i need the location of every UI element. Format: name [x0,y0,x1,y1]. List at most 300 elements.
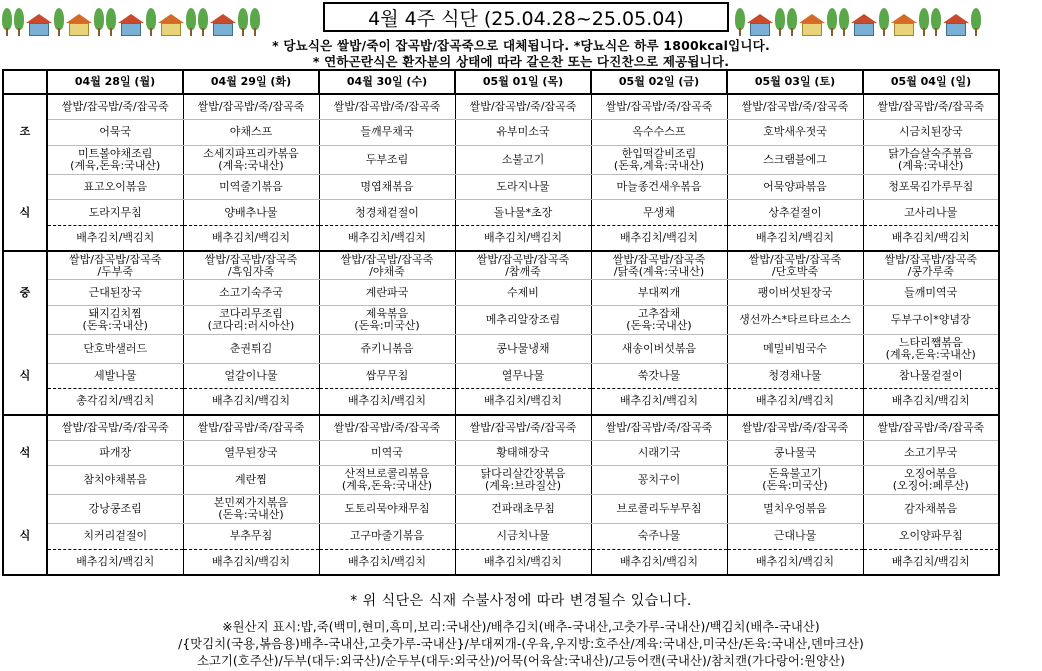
menu-item-text: 쌀밥/잡곡밥/잡곡죽 [69,252,162,266]
menu-item-text: 마늘종건새우볶음 [616,179,702,193]
menu-item-text: (계육:국내산) [218,158,284,172]
menu-cell [455,251,591,280]
menu-item-text: 표고오이볶음 [83,179,148,193]
menu-item-text: 쌀밥/잡곡밥/죽/잡곡죽 [61,100,169,114]
menu-cell [455,200,591,226]
house-icon [851,14,877,36]
menu-item-text: (계육,돈육:국내산) [341,479,433,493]
menu-cell [183,495,319,524]
meal-label [3,389,47,415]
menu-row [3,280,999,306]
menu-item-text: 세발나물 [93,369,137,383]
tree-icon [735,8,745,36]
origin-line: ※원산지 표시:밥,죽(백미,현미,흑미,보리:국내산)/배추김치(배추-국내산,고춧가루-국내산)/백김치(배추-국내산) [222,620,820,634]
menu-cell [183,389,319,415]
tree-icon [931,8,941,36]
menu-item-text: 쌀밥/잡곡밥/죽/잡곡죽 [605,420,713,434]
menu-item-text: 들깨무채국 [360,125,414,139]
menu-item-text: 소고기무국 [904,446,958,460]
menu-item-text: 쌀밥/잡곡밥/죽/잡곡죽 [741,420,849,434]
meal-label [3,415,47,441]
menu-item-text: 두부구이*양념장 [890,312,971,326]
menu-cell [591,389,727,415]
menu-item-text: 호박새우젓국 [763,125,827,139]
menu-item-text: (코다리:러시아산) [207,318,295,332]
meal-label [3,225,47,251]
menu-item-text: 계란찜 [235,473,267,487]
menu-cell [183,200,319,226]
menu-item-text: 소고기숙주국 [219,285,283,299]
menu-cell [863,495,999,524]
menu-item-text: 쌀밥/잡곡밥/죽/잡곡죽 [877,100,985,114]
menu-cell [591,174,727,200]
menu-item-text: 열무된장국 [224,446,278,460]
menu-item-text: 양배추나물 [224,205,278,219]
menu-item-text: 미역국 [371,446,403,460]
menu-item-text: 오이양파무침 [898,529,963,543]
day-header: 04월 28일 (월) [47,70,183,94]
menu-cell [319,94,455,120]
menu-cell [863,363,999,389]
menu-cell [863,334,999,363]
menu-item-text: 도토리묵야채무침 [344,502,430,516]
tree-icon [879,8,889,36]
menu-item-text: 닭다리살간장볶음 [480,467,566,481]
menu-item-text: 어묵양파볶음 [763,179,827,193]
menu-item-text: 배추김치/백김치 [619,230,699,244]
menu-item-text: 쌀밥/잡곡밥/죽/잡곡죽 [605,100,713,114]
menu-item-text: 쌀밥/잡곡밥/잡곡죽 [476,252,570,266]
menu-item-text: 쌀밥/잡곡밥/잡곡죽 [748,252,842,266]
menu-item-text: 닭가슴살숙주볶음 [888,146,974,160]
menu-item-text: 콩나물냉채 [496,341,550,355]
menu-item-text: 오징어볶음 [904,467,958,481]
menu-item-text: 배추김치/백김치 [347,554,427,568]
menu-cell [727,334,863,363]
tree-icon [238,8,248,36]
menu-cell [47,495,183,524]
menu-item-text: 느타리쨈볶음 [898,335,963,349]
menu-row [3,495,999,524]
menu-cell [863,549,999,575]
menu-row [3,440,999,466]
menu-item-text: 들깨미역국 [904,285,958,299]
menu-row [3,145,999,174]
menu-item-text: /콩가루죽 [907,264,954,278]
menu-cell [319,145,455,174]
house-icon [747,14,773,36]
menu-item-text: 쌀밥/잡곡밥/죽/잡곡죽 [61,420,169,434]
menu-cell [591,251,727,280]
menu-cell [319,415,455,441]
menu-item-text: 도라지나물 [496,179,550,193]
menu-item-text: 새송이버섯볶음 [621,341,697,355]
menu-item-text: /참깨죽 [505,264,541,278]
menu-item-text: (돈육:국내산) [82,318,148,332]
tree-icon [971,8,981,36]
menu-cell [863,94,999,120]
menu-cell [455,524,591,550]
meal-label [3,251,47,280]
menu-row [3,415,999,441]
menu-cell [591,363,727,389]
menu-body [3,94,999,575]
menu-item-text: 배추김치/백김치 [755,394,835,408]
menu-cell [591,200,727,226]
menu-cell [319,174,455,200]
menu-item-text: 어묵국 [99,125,132,139]
menu-cell [455,415,591,441]
menu-cell [455,94,591,120]
menu-item-text: (계육,돈육:국내산) [885,347,976,361]
menu-cell [47,524,183,550]
menu-cell [455,306,591,335]
menu-cell [319,524,455,550]
tree-icon [106,8,116,36]
menu-item-text: 근대된장국 [88,285,142,299]
menu-cell [863,389,999,415]
tree-icon [250,8,260,36]
menu-item-text: 배추김치/백김치 [619,554,699,568]
menu-item-text: 시래기국 [637,446,681,460]
menu-cell [863,306,999,335]
menu-cell [455,549,591,575]
menu-item-text: 참나물겉절이 [898,369,963,383]
menu-cell [727,174,863,200]
menu-cell [319,495,455,524]
menu-item-text: 무생채 [643,205,675,219]
tree-icon [54,8,64,36]
menu-item-text: 배추김치/백김치 [619,394,699,408]
menu-item-text: /두부죽 [97,264,134,278]
menu-item-text: 쥬키니볶음 [360,341,414,355]
menu-cell [727,94,863,120]
decoration-left [2,2,320,36]
tree-icon [186,8,196,36]
menu-item-text: 수제비 [507,285,539,299]
menu-item-text: 제육볶음 [365,306,409,320]
menu-item-text: 쌈무무침 [365,369,409,383]
menu-item-text: 생선까스*타르타르소스 [739,312,851,326]
menu-cell [47,94,183,120]
menu-cell [47,549,183,575]
menu-row [3,549,999,575]
menu-row [3,251,999,280]
menu-cell [591,549,727,575]
menu-cell [863,440,999,466]
origin-line: 소고기(호주산)/두부(대두:외국산)/순두부(대두:외국산)/어묵(어육살:국내산)/고등어캔(국내산)/참치캔(가다랑어:원양산) [197,654,845,668]
menu-item-text: /닭죽(계육:국내산) [613,264,705,278]
menu-cell [183,524,319,550]
menu-item-text: 고구마줄기볶음 [349,529,425,543]
menu-item-text: 배추김치/백김치 [211,394,291,408]
menu-cell [591,94,727,120]
menu-cell [591,524,727,550]
menu-item-text: 본민찌가지볶음 [213,496,289,510]
menu-item-text: 쌀밥/잡곡밥/죽/잡곡죽 [333,100,441,114]
house-icon [66,14,92,36]
menu-cell [319,200,455,226]
menu-cell [455,145,591,174]
menu-item-text: 명엽채볶음 [360,179,414,193]
menu-row [3,225,999,251]
menu-cell [47,306,183,335]
menu-item-text: 청경채겉절이 [355,205,419,219]
menu-item-text: 쌀밥/잡곡밥/죽/잡곡죽 [197,420,305,434]
tree-icon [198,8,208,36]
menu-cell [183,549,319,575]
menu-cell [591,334,727,363]
menu-cell [47,174,183,200]
menu-cell [47,120,183,146]
menu-cell [455,363,591,389]
meal-label [3,94,47,120]
menu-item-text: 감자채볶음 [904,502,958,516]
menu-row [3,94,999,120]
menu-cell [455,174,591,200]
menu-cell [727,306,863,335]
menu-item-text: 야채스프 [229,125,273,139]
day-header: 04월 30일 (수) [319,70,455,94]
menu-item-text: 미트볼야채조림 [78,146,153,160]
menu-cell [863,524,999,550]
house-icon [891,14,917,36]
tree-icon [2,8,12,36]
menu-cell [319,306,455,335]
menu-row [3,306,999,335]
menu-cell [47,389,183,415]
menu-cell [727,549,863,575]
menu-item-text: 파개장 [99,446,132,460]
decoration-right [735,2,1040,36]
menu-item-text: (돈육:국내산) [218,508,284,522]
menu-item-text: (돈육,계육:국내산) [613,158,705,172]
menu-cell [727,225,863,251]
menu-row [3,363,999,389]
meal-label: 조 [3,120,47,146]
menu-item-text: 꽁치구이 [637,473,681,487]
menu-item-text: (계육:국내산) [898,158,964,172]
menu-item-text: 도라지무침 [88,205,142,219]
menu-item-text: (오징어:페루산) [892,479,969,493]
menu-cell [863,120,999,146]
menu-cell [183,440,319,466]
header-row [3,70,999,94]
tree-icon [146,8,156,36]
menu-cell [47,334,183,363]
menu-item-text: 멸치우엉볶음 [763,502,827,516]
menu-item-text: 쌀밥/잡곡밥/죽/잡곡죽 [877,420,985,434]
menu-cell [863,200,999,226]
menu-cell [183,174,319,200]
menu-cell [47,466,183,495]
meal-label [3,174,47,200]
menu-item-text: 팽이버섯된장국 [757,285,833,299]
menu-item-text: 열무나물 [501,369,545,383]
menu-cell [47,251,183,280]
dysphagia-note: * 연하곤란식은 환자분의 상태에 따라 갈은찬 또는 다진찬으로 제공됩니다. [312,54,730,69]
menu-cell [183,225,319,251]
menu-cell [319,334,455,363]
meal-label: 중 [3,280,47,306]
menu-cell [319,225,455,251]
menu-cell [727,495,863,524]
menu-item-text: 유부미소국 [496,125,550,139]
house-icon [210,14,236,36]
menu-cell [591,225,727,251]
menu-cell [47,200,183,226]
menu-item-text: 쑥갓나물 [637,369,681,383]
tree-icon [827,8,837,36]
change-notice: * 위 식단은 식재 수불사정에 따라 변경될수 있습니다. [350,593,692,609]
house-icon [158,14,184,36]
day-header: 05월 03일 (토) [727,70,863,94]
menu-item-text: 배추김치/백김치 [76,230,155,244]
menu-item-text: (계육,돈육:국내산) [70,158,161,172]
menu-cell [455,225,591,251]
menu-cell [591,415,727,441]
menu-cell [183,145,319,174]
menu-item-text: 콩나물국 [773,446,817,460]
menu-item-text: 상추겉절이 [768,205,822,219]
menu-cell [591,440,727,466]
menu-item-text: 쌀밥/잡곡밥/죽/잡곡죽 [741,100,849,114]
menu-item-text: (돈육:미국산) [762,479,828,493]
menu-row [3,466,999,495]
menu-row [3,524,999,550]
menu-cell [47,280,183,306]
menu-cell [183,415,319,441]
meal-label: 식 [3,524,47,550]
menu-cell [591,145,727,174]
menu-item-text: 배추김치/백김치 [76,554,155,568]
menu-cell [455,120,591,146]
menu-item-text: 미역줄기볶음 [219,179,283,193]
day-header: 05월 02일 (금) [591,70,727,94]
meal-label [3,466,47,495]
menu-cell [863,174,999,200]
day-header: 05월 04일 (일) [863,70,999,94]
menu-cell [727,200,863,226]
menu-item-text: 단호박샐러드 [83,341,148,355]
menu-cell [727,280,863,306]
menu-cell [183,334,319,363]
menu-cell [727,389,863,415]
meal-label [3,549,47,575]
meal-label [3,306,47,335]
menu-cell [727,466,863,495]
menu-item-text: 쌀밥/잡곡밥/죽/잡곡죽 [333,420,441,434]
menu-item-text: 숙주나물 [637,529,681,543]
menu-item-text: 두부조림 [365,152,409,166]
menu-item-text: 고사리나물 [904,205,958,219]
menu-item-text: (돈육:국내산) [626,318,692,332]
menu-item-text: 시금치나물 [496,529,550,543]
tree-icon [14,8,24,36]
menu-item-text: 참치야채볶음 [83,473,148,487]
menu-cell [47,225,183,251]
menu-cell [591,495,727,524]
menu-cell [455,466,591,495]
menu-cell [455,440,591,466]
menu-cell [319,389,455,415]
menu-item-text: 배추김치/백김치 [211,554,291,568]
tree-icon [787,8,797,36]
menu-item-text: 쌀밥/잡곡밥/잡곡죽 [204,252,298,266]
menu-item-text: 쌀밥/잡곡밥/죽/잡곡죽 [469,420,577,434]
corner-cell [3,70,47,94]
tree-icon [94,8,104,36]
menu-item-text: 배추김치/백김치 [755,230,835,244]
menu-cell [47,440,183,466]
menu-item-text: (계육:브라질산) [484,479,562,493]
menu-cell [319,120,455,146]
menu-item-text: 치커리겉절이 [83,529,148,543]
menu-cell [319,466,455,495]
meal-label [3,334,47,363]
tree-icon [919,8,929,36]
menu-row [3,334,999,363]
menu-item-text: 쌀밥/잡곡밥/죽/잡곡죽 [197,100,305,114]
menu-cell [455,280,591,306]
house-icon [943,14,969,36]
menu-cell [47,415,183,441]
menu-item-text: /흑임자죽 [227,264,275,278]
menu-item-text: 부추무침 [229,529,273,543]
menu-item-text: 춘권튀김 [229,341,273,355]
menu-cell [727,440,863,466]
menu-item-text: 쌀밥/잡곡밥/죽/잡곡죽 [469,100,577,114]
menu-row [3,200,999,226]
menu-cell [591,280,727,306]
day-header: 04월 29일 (화) [183,70,319,94]
menu-cell [863,145,999,174]
menu-table [2,69,1000,576]
page-title: 4월 4주 식단 (25.04.28~25.05.04) [323,2,729,32]
menu-cell [863,225,999,251]
menu-item-text: 배추김치/백김치 [891,394,970,408]
menu-cell [863,466,999,495]
menu-item-text: 근대나물 [773,529,817,543]
menu-row [3,174,999,200]
menu-cell [591,306,727,335]
menu-row [3,389,999,415]
menu-cell [863,251,999,280]
menu-item-text: 얼갈이나물 [224,369,278,383]
menu-cell [455,389,591,415]
menu-cell [183,251,319,280]
meal-label: 식 [3,200,47,226]
menu-item-text: /야채죽 [369,264,405,278]
house-icon [26,14,52,36]
meal-label: 식 [3,363,47,389]
menu-item-text: 시금치된장국 [898,125,963,139]
menu-item-text: 브로콜리두부무침 [616,502,702,516]
menu-item-text: 배추김치/백김치 [347,230,427,244]
menu-cell [863,415,999,441]
menu-cell [183,120,319,146]
origin-line: /{맛김치(국용,볶음용)배추-국내산,고춧가루-국내산}/부대찌개-(우육,우지방:호주산/계육:국내산,미국산/돈육:국내산,덴마크산) [178,637,864,651]
menu-item-text: 배추김치/백김치 [483,230,563,244]
menu-cell [591,466,727,495]
menu-item-text: 배추김치/백김치 [891,554,970,568]
menu-cell [319,549,455,575]
menu-cell [591,120,727,146]
menu-item-text: 청경채나물 [768,369,822,383]
menu-item-text: 스크램블에그 [763,152,827,166]
menu-item-text: 부대찌개 [637,285,681,299]
menu-item-text: 쌀밥/잡곡밥/잡곡죽 [612,252,706,266]
